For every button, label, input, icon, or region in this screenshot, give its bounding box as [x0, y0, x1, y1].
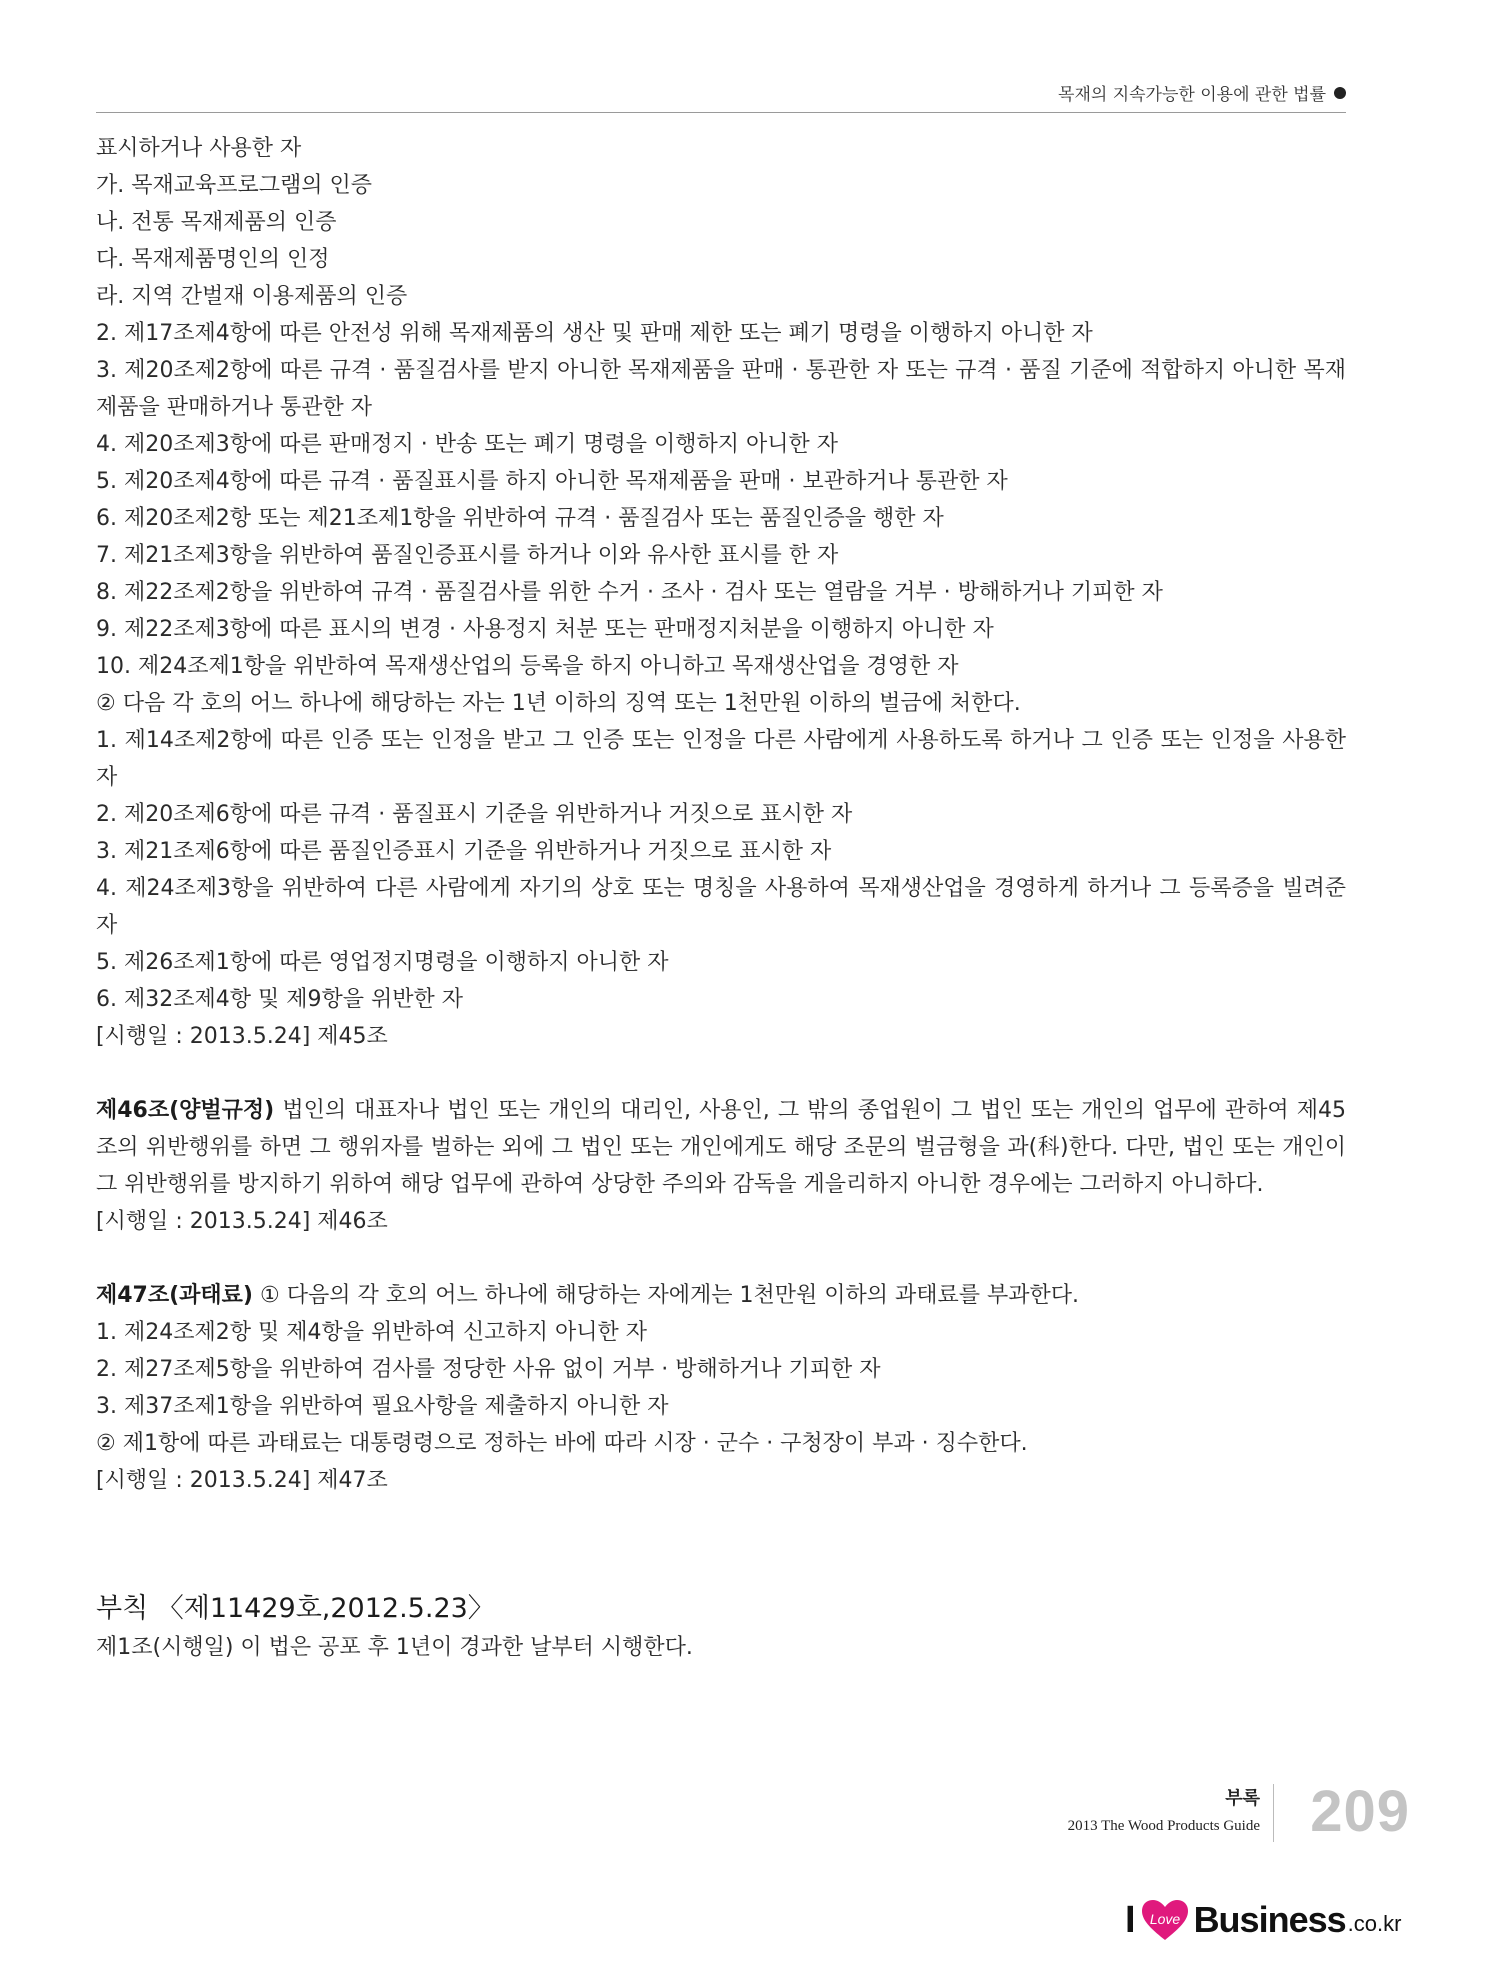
article-line: 3. 제20조제2항에 따른 규격 · 품질검사를 받지 아니한 목재제품을 판매 · 통관한 자 또는 규격 · 품질 기준에 적합하지 아니한 목재제품을 판매하거나 통관한 자	[96, 358, 1346, 420]
article-line: 9. 제22조제3항에 따른 표시의 변경 · 사용정지 처분 또는 판매정지처분을 이행하지 아니한 자	[96, 617, 994, 642]
article-line: 5. 제20조제4항에 따른 규격 · 품질표시를 하지 아니한 목재제품을 판매 · 보관하거나 통관한 자	[96, 469, 1008, 494]
article-line: 다. 목재제품명인의 인정	[96, 247, 330, 272]
running-header	[96, 76, 1346, 113]
article-line: ② 다음 각 호의 어느 하나에 해당하는 자는 1년 이하의 징역 또는 1천만원 이하의 벌금에 처한다.	[96, 691, 1021, 716]
article-line: 6. 제20조제2항 또는 제21조제1항을 위반하여 규격 · 품질검사 또는 품질인증을 행한 자	[96, 506, 944, 531]
footer-divider	[1273, 1784, 1274, 1842]
article-47	[96, 1277, 1346, 1499]
page-footer	[990, 1780, 1410, 1846]
article-line: 7. 제21조제3항을 위반하여 품질인증표시를 하거나 이와 유사한 표시를 한 자	[96, 543, 839, 568]
article-line: 1. 제24조제2항 및 제4항을 위반하여 신고하지 아니한 자	[96, 1320, 647, 1345]
article-46-text: 법인의 대표자나 법인 또는 개인의 대리인, 사용인, 그 밖의 종업원이 그 법인 또는 개인의 업무에 관하여 제45조의 위반행위를 하면 그 행위자를 벌하는 외에 그 법인 또는 개인에게도 해당 조문의 벌금형을 과(科)한다. 다만, 법인 또는 개인이 그 위반행위를 방지하기 위하여 해당 업무에 관하여 상당한 주의와 감독을 게을리하지 아니한 경우에는 그러하지 아니하다.	[96, 1098, 1346, 1197]
article-47-heading: 제47조(과태료)	[96, 1283, 253, 1308]
spacer	[96, 1240, 1346, 1277]
main-content	[96, 130, 1346, 1666]
effective-date: [시행일 : 2013.5.24] 제46조	[96, 1209, 388, 1234]
article-47-body	[96, 1277, 1346, 1314]
article-46	[96, 1092, 1346, 1240]
effective-date: [시행일 : 2013.5.24] 제47조	[96, 1468, 388, 1493]
article-45-continued	[96, 130, 1346, 1055]
article-line: 5. 제26조제1항에 따른 영업정지명령을 이행하지 아니한 자	[96, 950, 669, 975]
article-line: 3. 제37조제1항을 위반하여 필요사항을 제출하지 아니한 자	[96, 1394, 669, 1419]
footer-guide-title: 2013 The Wood Products Guide	[1067, 1818, 1260, 1834]
appendix-title: 부칙 〈제11429호,2012.5.23〉	[96, 1593, 495, 1624]
logo-love-text: Love	[1149, 1911, 1180, 1927]
article-line: 10. 제24조제1항을 위반하여 목재생산업의 등록을 하지 아니하고 목재생산업을 경영한 자	[96, 654, 959, 679]
article-line: 4. 제24조제3항을 위반하여 다른 사람에게 자기의 상호 또는 명칭을 사용하여 목재생산업을 경영하게 하거나 그 등록증을 빌려준 자	[96, 876, 1346, 938]
logo-business: Business	[1193, 1899, 1346, 1940]
i-love-business-logo	[1125, 1895, 1405, 1945]
article-line: 2. 제17조제4항에 따른 안전성 위해 목재제품의 생산 및 판매 제한 또는 폐기 명령을 이행하지 아니한 자	[96, 321, 1093, 346]
header-title	[1058, 80, 1346, 105]
effective-date: [시행일 : 2013.5.24] 제45조	[96, 1024, 388, 1049]
article-line: 8. 제22조제2항을 위반하여 규격 · 품질검사를 위한 수거 · 조사 · 검사 또는 열람을 거부 · 방해하거나 기피한 자	[96, 580, 1163, 605]
article-46-body	[96, 1092, 1346, 1203]
article-line: 라. 지역 간벌재 이용제품의 인증	[96, 284, 408, 309]
article-46-heading: 제46조(양벌규정)	[96, 1098, 275, 1123]
article-line: 6. 제32조제4항 및 제9항을 위반한 자	[96, 987, 463, 1012]
article-line: 2. 제20조제6항에 따른 규격 · 품질표시 기준을 위반하거나 거짓으로 표시한 자	[96, 802, 853, 827]
logo-domain: .co.kr	[1347, 1911, 1402, 1936]
page-number: 209	[1310, 1779, 1410, 1844]
article-line: 표시하거나 사용한 자	[96, 136, 302, 161]
article-line: 2. 제27조제5항을 위반하여 검사를 정당한 사유 없이 거부 · 방해하거나 기피한 자	[96, 1357, 881, 1382]
footer-section-label: 부록	[1225, 1788, 1260, 1809]
article-line: 3. 제21조제6항에 따른 품질인증표시 기준을 위반하거나 거짓으로 표시한 자	[96, 839, 832, 864]
article-line: 1. 제14조제2항에 따른 인증 또는 인정을 받고 그 인증 또는 인정을 다른 사람에게 사용하도록 하거나 그 인증 또는 인정을 사용한 자	[96, 728, 1346, 790]
article-line: 나. 전통 목재제품의 인증	[96, 210, 337, 235]
header-title-text: 목재의 지속가능한 이용에 관한 법률	[1058, 85, 1326, 105]
article-47-text: ① 다음의 각 호의 어느 하나에 해당하는 자에게는 1천만원 이하의 과태료를 부과한다.	[253, 1283, 1079, 1308]
bullet-dot-icon	[1334, 87, 1346, 99]
logo-i: I	[1125, 1898, 1136, 1941]
article-line: ② 제1항에 따른 과태료는 대통령령으로 정하는 바에 따라 시장 · 군수 · 구청장이 부과 · 징수한다.	[96, 1431, 1028, 1456]
appendix-text: 제1조(시행일) 이 법은 공포 후 1년이 경과한 날부터 시행한다.	[96, 1635, 693, 1660]
article-line: 4. 제20조제3항에 따른 판매정지 · 반송 또는 폐기 명령을 이행하지 아니한 자	[96, 432, 838, 457]
heart-icon	[1140, 1898, 1190, 1942]
spacer	[96, 1055, 1346, 1092]
article-line: 가. 목재교육프로그램의 인증	[96, 173, 373, 198]
